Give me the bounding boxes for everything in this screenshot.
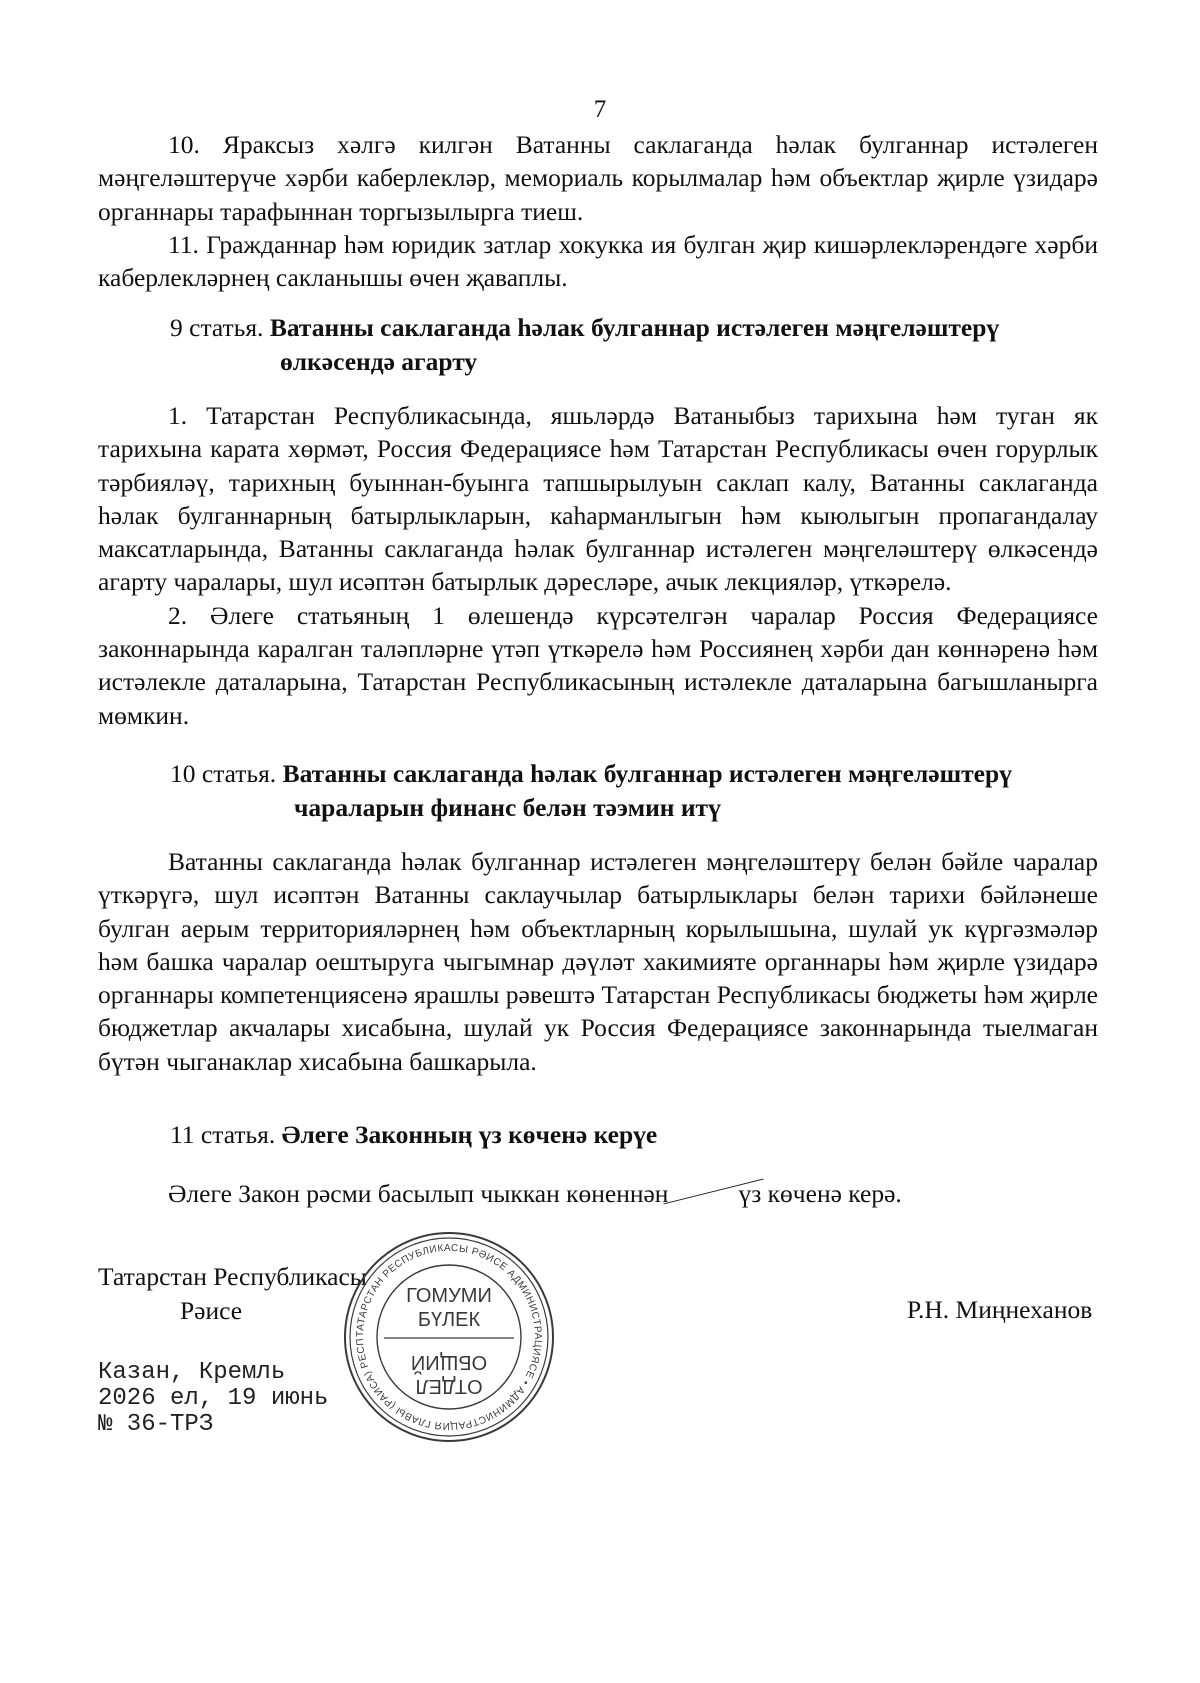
article-9-title-line1: Ватанны саклаганда һәлак булганнар истәлеген мәңгеләштерү: [269, 313, 1000, 342]
article-10-paragraph-1: Ватанны саклаганда һәлак булганнар истәлеген мәңгеләштерү белән бәйле чаралар үткәрүгә, шул исәптән Ватанны саклаучылар батырлыклары белән тарихи бәйләнеше булган аерым территорияләрнең һәм объектларның корылышына, шулай ук күргәзмәләр һәм башка чаралар оештыруга чыгымнар дәүләт хакимияте органнары һәм җирле үзидарә органнары компетенциясенә ярашлы рәвештә Татарстан Республикасы бюджеты һәм җирле бюджетлар акчалары хисабына, шулай ук Россия Федерациясе законнарында тыелмаган бүтән чыганаклар хисабына башкарыла.: [98, 847, 1098, 1076]
article-9-heading: [170, 311, 1130, 378]
article-11-paragraph-1: [98, 1177, 1098, 1210]
article-10-body: [98, 845, 1098, 1078]
article-10-title-line2: чараларын финанс белән тәэмин итү: [294, 792, 721, 822]
article-10-heading: [170, 757, 1130, 824]
stamp-line-4: ОБЩИЙ: [410, 1351, 488, 1373]
law-details: [98, 1360, 328, 1438]
page-number: 7: [593, 96, 607, 123]
article-11-body: [98, 1177, 1098, 1210]
signatory-position-line1: Татарстан Республикасы: [98, 1262, 367, 1291]
signatory-position-line2: Рәисе: [180, 1296, 243, 1325]
intro-paragraphs: [98, 128, 1098, 294]
signatory-name: Р.Н. Миңнеханов: [907, 1295, 1093, 1324]
signatory-position: [98, 1260, 367, 1328]
stamp-line-3: ОТДЕЛ: [415, 1375, 483, 1397]
stamp-line-1: ГОМУМИ: [406, 1285, 492, 1307]
article-9-title-line2: өлкәсендә агарту: [280, 346, 478, 376]
article-10-title-line1: Ватанны саклаганда һәлак булганнар истәлеген мәңгеләштерү: [282, 759, 1012, 788]
article-9-paragraph-2: 2. Әлеге статьяның 1 өлешендә күрсәтелгән чаралар Россия Федерациясе законнарында каралган таләпләрне үтәп үткәрелә һәм Россиянең хәрби дан көннәренә һәм истәлекле даталарына, Татарстан Республикасының истәлекле даталарына багышланырга мөмкин.: [98, 600, 1098, 730]
struck-word: үз: [668, 1177, 761, 1210]
article-9-body: [98, 399, 1098, 732]
law-number: № 36-ТРЗ: [98, 1411, 214, 1438]
article-11-title: Әлеге Законның үз көченә керүе: [281, 1120, 658, 1149]
article-9-label: 9 статья.: [170, 313, 264, 342]
paragraph-10: 10. Яраксыз хәлгә килгән Ватанны саклаганда һәлак булганнар истәлеген мәңгеләштерүче хәрби каберлекләр, мемориаль корылмалар һәм объектлар җирле үзидарә органнары тарафыннан торгызылырга тиеш.: [98, 130, 1098, 226]
stamp-line-2: БҮЛЕК: [417, 1309, 481, 1331]
paragraph-11: 11. Гражданнар һәм юридик затлар хокукка ия булган җир кишәрлекләрендәге хәрби каберлекләрнең сакланышы өчен җаваплы.: [98, 229, 1098, 293]
article-11-text-after: көченә керә.: [767, 1179, 902, 1208]
article-9-paragraph-1: 1. Татарстан Республикасында, яшьләрдә Ватаныбыз тарихына һәм туган як тарихына карата хөрмәт, Россия Федерациясе һәм Татарстан Республикасы өчен горурлык тәрбияләү, тарихның буыннан-буынга тапшырылуын саклап калу, Ватанны саклаганда һәлак булганнарның батырлыкларын, каһарманлыгын һәм кыюлыгын пропагандалау максатларында, Ватанны саклаганда һәлак булганнар истәлеген мәңгеләштерү өлкәсендә агарту чаралары, шул исәптән батырлык дәресләре, ачык лекцияләр, үткәрелә.: [98, 401, 1098, 597]
article-11-heading: [170, 1118, 1130, 1152]
article-11-text-before: Әлеге Закон рәсми басылып чыккан көненнән: [168, 1179, 669, 1208]
article-11-label: 11 статья.: [170, 1120, 276, 1149]
law-place: Казан, Кремль: [98, 1359, 286, 1386]
stamp-ring-text: ТАТАРСТАН РЕСПУБЛИКАСЫ РӘИСЕ АДМИНИСТРАЦИЯСЕ • АДМИНИСТРАЦИЯ ГЛАВЫ (РАИСА) РЕСП: [354, 1242, 544, 1432]
stamp-seal-icon: [342, 1230, 556, 1444]
article-10-label: 10 статья.: [170, 759, 277, 788]
official-stamp: [342, 1230, 556, 1444]
law-date: 2026 ел, 19 июнь: [98, 1385, 329, 1412]
